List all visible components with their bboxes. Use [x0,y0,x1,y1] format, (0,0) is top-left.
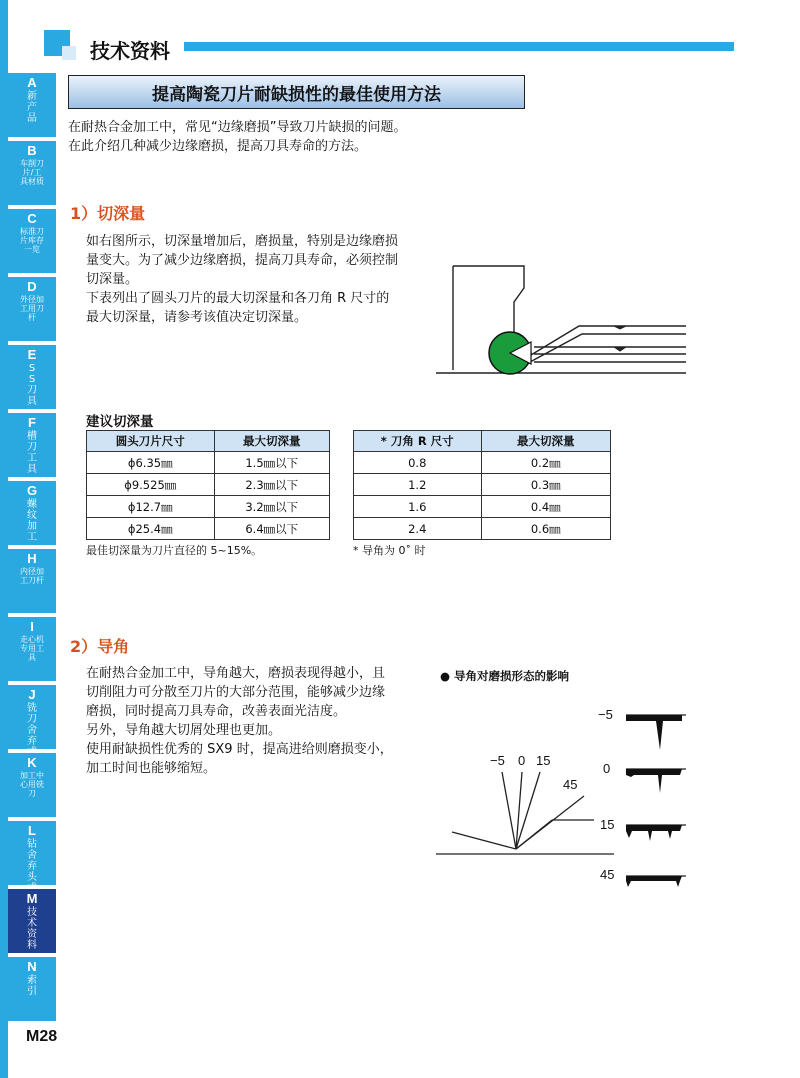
paragraph-line: 使用耐缺损性优秀的 SX9 时，提高进给则磨损变小， [86,742,393,757]
sidebar-tab-label: 走心机专用工具 [20,635,44,662]
angle-label: −5 [490,753,505,768]
wear-pattern-diagram [620,705,690,895]
table-row [87,518,330,540]
paragraph-line: 最大切深量，请参考该值决定切深量。 [86,310,308,325]
sidebar-tab-letter: C [27,211,37,226]
section1-heading: 1）切深量 [70,204,146,223]
sidebar-tab-l[interactable] [8,821,56,885]
sidebar-tab-letter: K [27,755,37,770]
table-cell: 1.6 [354,496,482,518]
table1-note: 最佳切深量为刀片直径的 5~15%。 [86,544,263,557]
sidebar-tab-label: 加工中心用铣刀 [20,771,44,798]
table-row [354,496,611,518]
sidebar-tab-letter: J [28,687,36,702]
sidebar-tab-letter: E [27,347,37,362]
sidebar-tab-i[interactable] [8,617,56,681]
paragraph-line: 磨损，同时提高刀具寿命，改善表面光洁度。 [86,704,347,719]
table-cell: 2.3㎜以下 [214,474,329,496]
sidebar-tab-a[interactable] [8,73,56,137]
sidebar-tab-label: SS刀具 [27,363,37,407]
intro-text [68,118,406,156]
angle-label: 0 [518,753,526,768]
table2-header: 最大切深量 [481,431,611,452]
table-cell: 1.5㎜以下 [214,452,329,474]
table2-note: * 导角为 0˚ 时 [353,544,426,557]
paragraph-line: 加工时间也能够缩短。 [86,761,217,776]
table-row [354,518,611,540]
table-row [354,452,611,474]
sidebar-tab-j[interactable] [8,685,56,749]
header-title: 技术资料 [90,39,170,63]
table-title: 建议切深量 [86,414,154,430]
sidebar-tab-label: 铣刀舍弃 [27,703,37,747]
sidebar-index [8,73,56,1025]
paragraph-line: 切削阻力可分散至刀片的大部分范围，能够减少边缘 [86,685,386,700]
page-banner [68,75,525,109]
table-row [87,496,330,518]
paragraph-line: 在耐热合金加工中，导角越大，磨损表现得越小，且 [86,666,386,681]
section1-paragraph [86,232,398,327]
sidebar-tab-e[interactable] [8,345,56,409]
table2-header: * 刀角 R 尺寸 [354,431,482,452]
sidebar-tab-b[interactable] [8,141,56,205]
sidebar-tab-label: 钻舍弃头 [27,839,37,883]
wear-label: 0 [603,761,611,776]
sidebar-tab-letter: L [28,823,36,838]
wear-label: 15 [600,817,615,832]
header-square-accent [62,46,76,60]
table-cell: 6.4㎜以下 [214,518,329,540]
section2-heading: 2）导角 [70,637,130,656]
table-cell: ϕ6.35㎜ [87,452,215,474]
table-cell: 3.2㎜以下 [214,496,329,518]
paragraph-line: 切深量。 [86,272,139,287]
table-cell: 0.6㎜ [481,518,611,540]
corner-radius-table [353,430,611,540]
sidebar-tab-d[interactable] [8,277,56,341]
angle-label: 45 [563,777,578,792]
table-cell: 0.2㎜ [481,452,611,474]
sidebar-tab-n[interactable] [8,957,56,1021]
lead-angle-fan-diagram [434,768,614,860]
table-cell: ϕ9.525㎜ [87,474,215,496]
table-cell: 0.4㎜ [481,496,611,518]
depth-of-cut-diagram [434,258,688,380]
sidebar-tab-label: 技术资料 [27,907,37,951]
table-row [87,452,330,474]
sidebar-tab-letter: N [27,959,37,974]
table-row [87,474,330,496]
sidebar-tab-k[interactable] [8,753,56,817]
sidebar-tab-letter: H [27,551,37,566]
sidebar-tab-letter: D [27,279,37,294]
header-rule [184,42,734,51]
paragraph-line: 如右图所示，切深量增加后，磨损量，特别是边缘磨损 [86,234,399,249]
sidebar-tab-c[interactable] [8,209,56,273]
table-row [354,474,611,496]
table-cell: 0.3㎜ [481,474,611,496]
sidebar-tab-letter: B [27,143,37,158]
page-number: M28 [26,1028,58,1045]
sidebar-tab-label: 标准刀片库存一览 [20,227,44,254]
sidebar-tab-letter: G [26,483,38,498]
table-cell: ϕ12.7㎜ [87,496,215,518]
sidebar-tab-letter: F [28,415,36,430]
intro-line: 在此介绍几种减少边缘磨损，提高刀具寿命的方法。 [68,139,368,154]
sidebar-tab-letter: A [27,75,37,90]
banner-title: 提高陶瓷刀片耐缺损性的最佳使用方法 [152,84,441,105]
section2-paragraph [86,664,393,778]
sidebar-tab-f[interactable] [8,413,56,477]
table-cell: 1.2 [354,474,482,496]
sidebar-tab-h[interactable] [8,549,56,613]
sidebar-tab-letter: I [30,619,34,634]
sidebar-tab-label: 新产品 [27,91,37,124]
round-insert-table [86,430,330,540]
wear-label: 45 [600,867,615,882]
table1-header: 圆头刀片尺寸 [87,431,215,452]
paragraph-line: 另外，导角越大切屑处理也更加。 [86,723,282,738]
paragraph-line: 量变大。为了减少边缘磨损，提高刀具寿命，必须控制 [86,253,399,268]
table-cell: 2.4 [354,518,482,540]
sidebar-tab-label: 索引 [27,975,37,997]
sidebar-tab-label: 外径加工用刀杆 [20,295,44,322]
sidebar-tab-m[interactable] [8,889,56,953]
paragraph-line: 下表列出了圆头刀片的最大切深量和各刀角 R 尺寸的 [86,291,390,306]
sidebar-tab-label: 螺纹加工 [27,499,37,543]
table-cell: ϕ25.4㎜ [87,518,215,540]
sidebar-tab-letter: M [26,891,38,906]
wear-label: −5 [598,707,613,722]
intro-line: 在耐热合金加工中，常见“边缘磨损”导致刀片缺损的问题。 [68,120,407,135]
sidebar-tab-label: 槽刀工具 [27,431,37,475]
table1-header: 最大切深量 [214,431,329,452]
left-edge-bar [0,0,8,1078]
lead-angle-diagram-title: ● 导角对磨损形态的影响 [440,669,570,683]
sidebar-tab-g[interactable] [8,481,56,545]
sidebar-tab-label: 内径加工刀杆 [20,567,44,585]
sidebar-tab-label: 车削刀片/工具材质 [20,159,44,186]
table-cell: 0.8 [354,452,482,474]
angle-label: 15 [536,753,551,768]
